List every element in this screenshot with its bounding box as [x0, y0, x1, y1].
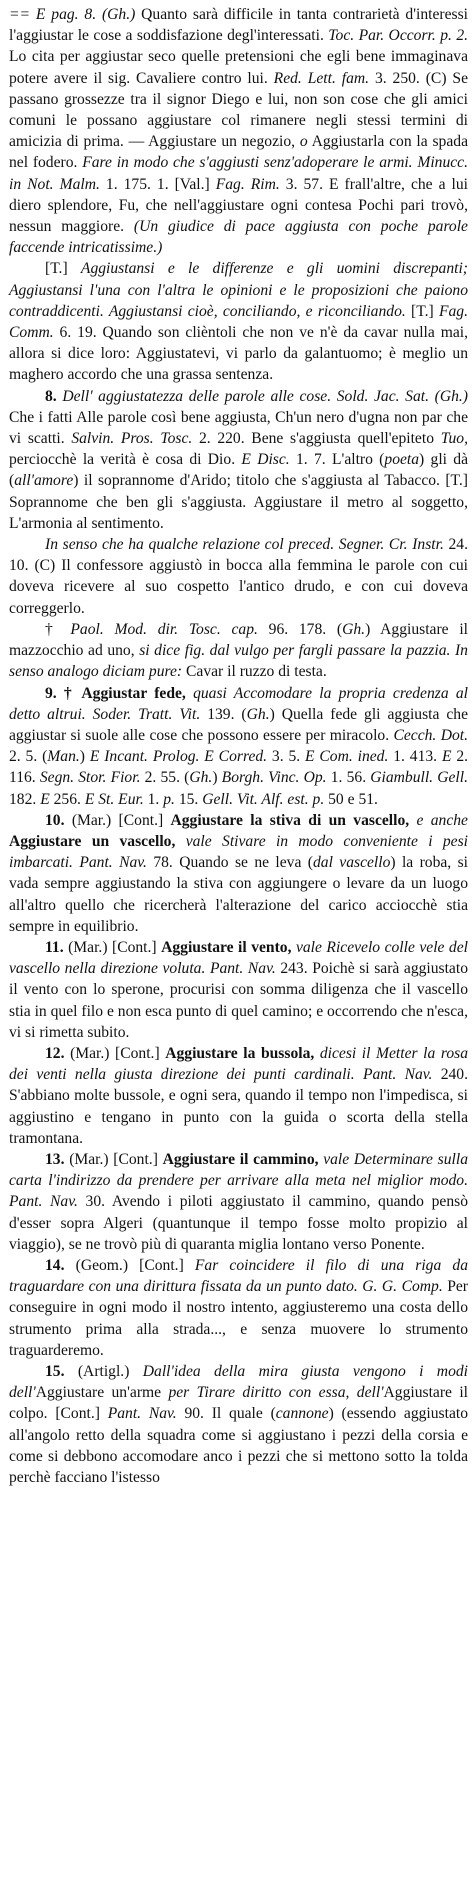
- italic-text: Cecch. Dot.: [393, 726, 468, 744]
- body-text: (Geom.) [Cont.]: [64, 1256, 195, 1274]
- dictionary-entry: [9, 619, 468, 683]
- body-text: 1.: [143, 790, 164, 808]
- dictionary-entry: [9, 534, 468, 619]
- body-text: 1. 175. 1. [Val.]: [99, 175, 216, 193]
- body-text: †: [45, 620, 71, 638]
- italic-text: dicesi il Metter la rosa dei venti nella giusta direzione dei punti cardinali. Pant. Nav.: [9, 1044, 468, 1084]
- dictionary-entry: [9, 386, 468, 534]
- body-text: 3. 57. E frall'altre, che a lui diero splendore, Fu, che nell'aggiustare ogni contesa Pochi pari trovò, nessun maggiore.: [9, 175, 469, 236]
- bold-heading: Aggiustare il vento,: [161, 938, 292, 956]
- body-text: 2. 116.: [9, 748, 469, 787]
- italic-text: per Tirare diritto con essa, dell': [168, 1384, 384, 1402]
- body-text: 2. 55. (: [140, 769, 190, 787]
- italic-text: Dall'idea della mira giusta vengono i modi dell': [9, 1363, 468, 1402]
- body-text: Aggiustarla con la spada nel fodero.: [9, 133, 468, 172]
- body-text: [175, 833, 185, 850]
- italic-text: Borgh. Vinc. Op.: [221, 769, 327, 787]
- bold-heading: 12.: [45, 1044, 65, 1062]
- italic-text: Gh.: [189, 769, 213, 787]
- italic-text: Gh.: [246, 705, 270, 723]
- body-text: [T.]: [45, 260, 81, 278]
- italic-text: vale Ricevelo colle vele del vascello nella direzione voluta. Pant. Nav.: [9, 938, 468, 978]
- body-text: ) gli dà (: [9, 451, 469, 490]
- italic-text: all'amore: [14, 472, 74, 490]
- dictionary-entry: [9, 4, 468, 258]
- body-text: (Mar.) [Cont.]: [64, 1044, 166, 1062]
- body-text: 24. 10. (C) Il confessore aggiustò in bocca alla femmina le parole con cui doveva ricevere al suo cospetto l'antico drudo, e con cui doveva correggerlo.: [9, 536, 468, 617]
- body-text: 2. 5. (: [9, 748, 48, 766]
- body-text: Quanto sarà difficile in tanta contrarietà d'interessi l'aggiustar le cose a soddisfazione degl'interessati.: [9, 6, 468, 45]
- bold-heading: Aggiustare la stiva di un vascello,: [170, 811, 410, 829]
- body-text: 50 e 51.: [324, 790, 378, 808]
- dictionary-entry: [9, 258, 468, 385]
- dictionary-entry: [9, 1255, 468, 1361]
- bold-heading: 8.: [45, 387, 57, 405]
- body-text: 15.: [174, 790, 203, 808]
- dictionary-entry: [9, 1149, 468, 1255]
- body-text: 243. Poichè si sarà aggiustato il vento con lo sperone, procurisi con somma diligenza che il vascello stia in quel filo e non esca punto di quel camino; e occorrendo che n'esca, vi si rimetta subito.: [9, 960, 468, 1041]
- body-text: ): [79, 748, 90, 766]
- body-text: perciocchè la verità è cosa di Dio.: [9, 451, 242, 469]
- italic-text: Paol. Mod. dir. Tosc. cap.: [70, 620, 258, 638]
- body-text: Che i fatti Alle parole così bene aggiusta, Ch'un nero d'ugna non par che vi scatti.: [9, 408, 468, 448]
- italic-text: Salvin. Pros. Tosc.: [71, 430, 193, 448]
- body-text: 256.: [49, 790, 85, 808]
- italic-text: poeta: [384, 451, 420, 469]
- body-text: ): [212, 769, 222, 787]
- bold-heading: 10.: [45, 811, 65, 829]
- body-text: [T.]: [405, 302, 439, 320]
- italic-text: si dice fig. dal vulgo per fargli passare la pazzia. In senso analogo diciam pure:: [9, 642, 468, 681]
- italic-text: Far coincidere il filo di una riga da traguardare con una dirittura fissata da un punto dato. G. G. Comp.: [9, 1256, 469, 1296]
- body-text: 182.: [9, 790, 41, 808]
- bold-heading: 14.: [45, 1256, 65, 1274]
- italic-text: Gh.: [342, 620, 366, 638]
- italic-text: Dell' aggiustatezza delle parole alle cose. Sold. Jac. Sat. (Gh.): [62, 387, 468, 405]
- italic-text: quasi Accomodare la propria credenza al detto altrui. Soder. Tratt. Vit.: [9, 684, 468, 723]
- body-text: Per conseguire in ogni modo il nostro intento, aggiusteremo una costa dello strumento prima alla strada..., e senza muovere lo strumento traguarderemo.: [9, 1278, 468, 1359]
- italic-text: E St. Eur.: [84, 790, 144, 808]
- body-text: 1. 7. L'altro (: [289, 451, 385, 469]
- italic-text: Aggiustansi e le differenze e gli uomini discrepanti; Aggiustansi l'una con l'altra le opinioni e le proposizioni che paiono contraddicenti. Aggiustansi cioè, conciliando, e riconciliando.: [9, 260, 468, 320]
- italic-text: vale Determinare sulla carta l'indirizzo da prendere per arrivare alla meta nel miglior modo. Pant. Nav.: [9, 1150, 468, 1211]
- body-text: Cavar il ruzzo di testa.: [182, 663, 327, 681]
- body-text: 3. 250. (C) Se passano grossezze tra il signor Diego e lui, non son cose che gli amici comuni le possano aggiustare col rimanere negli stessi termini di amicizia di prima. — Aggiustare un negozio,: [9, 69, 469, 151]
- italic-text: o: [299, 133, 308, 151]
- body-text: (Artigl.): [64, 1363, 143, 1380]
- italic-text: vale Stivare in modo conveniente i pesi imbarcati. Pant. Nav.: [9, 832, 468, 872]
- body-text: 3. 5.: [267, 748, 306, 766]
- body-text: (Mar.) [Cont.]: [64, 1150, 163, 1168]
- dictionary-entry: [9, 810, 468, 937]
- body-text: 96. 178. (: [257, 620, 343, 638]
- dictionary-entry: [9, 1361, 468, 1488]
- body-text: ) Quella fede gli aggiusta che aggiustar si suole alle cose che possono essere per miracolo.: [9, 705, 469, 744]
- italic-text: E: [441, 748, 452, 766]
- dictionary-entry: [9, 937, 468, 1043]
- body-text: 78. Quando se ne leva (: [146, 854, 313, 872]
- bold-heading: Aggiustare il cammino,: [162, 1150, 319, 1168]
- bold-heading: Aggiustare la bussola,: [165, 1044, 315, 1062]
- italic-text: p.: [163, 790, 175, 808]
- italic-text: (Un giudice di pace aggiusta con poche parole faccende intricatissime.): [9, 218, 468, 257]
- italic-text: Gell. Vit. Alf. est. p.: [202, 790, 325, 808]
- italic-text: e anche: [416, 811, 468, 829]
- italic-text: dal vascello: [312, 854, 391, 872]
- body-text: 2. 220. Bene s'aggiusta quell'epiteto: [192, 430, 441, 448]
- italic-text: Man.: [47, 748, 80, 766]
- body-text: ) la roba, si vada sempre aggiustando la stiva con aggiungere o levare da un luogo all'altro quello che ricercherà l'alterazione del carico acciocchè stia sempre in equilibrio.: [9, 854, 468, 935]
- body-text: 240. S'abbiano molte bussole, e ogni sera, quando il tempo non l'impedisca, si aggiustino e tengano in punto con la guida o scorta della stella tramontana.: [9, 1066, 469, 1147]
- bold-heading: 13.: [45, 1150, 65, 1168]
- italic-text: Pant. Nav.: [107, 1405, 177, 1423]
- body-text: Aggiustare il colpo. [Cont.]: [9, 1384, 468, 1423]
- body-text: 1. 413.: [388, 748, 442, 766]
- body-text: ) Aggiustare il mazzocchio ad uno,: [9, 620, 468, 660]
- italic-text: Segn. Stor. Fior.: [39, 769, 141, 787]
- italic-text: Toc. Par. Occorr. p. 2.: [328, 27, 469, 45]
- dictionary-entry: [9, 1043, 468, 1149]
- italic-text: == E pag. 8. (Gh.): [9, 6, 136, 23]
- italic-text: cannone: [275, 1405, 329, 1423]
- italic-text: E Disc.: [241, 451, 290, 469]
- italic-text: Fag. Comm.: [9, 302, 468, 342]
- dictionary-entry: [9, 683, 468, 810]
- bold-heading: 15.: [45, 1363, 65, 1380]
- bold-heading: Aggiustare un vascello,: [9, 832, 176, 850]
- italic-text: Fare in modo che s'aggiusti senz'adoperare le armi. Minucc. in Not. Malm.: [9, 154, 468, 193]
- body-text: Aggiustare un'arme: [35, 1384, 169, 1402]
- body-text: [186, 685, 193, 702]
- body-text: ) (essendo aggiustato all'angolo retto della squadra come si aggiustano i pezzi della corsia e come si debbono accomodare anco i pezzi che si mettono sotto la tolda perchè facciano l'istesso: [9, 1405, 468, 1487]
- italic-text: In senso che ha qualche relazione col preced. Segner. Cr. Instr.: [45, 536, 444, 554]
- italic-text: E Com. ined.: [305, 748, 389, 766]
- italic-text: Giambull. Gell.: [370, 769, 468, 787]
- body-text: 30. Avendo i piloti aggiustato il cammino, quando pensò d'esser sopra Algeri (quantunque il tempo fosse molto propizio al viaggio), se ne trovò più di quaranta miglia lontano verso Ponente.: [9, 1193, 468, 1253]
- body-text: 6. 19. Quando son clièntoli che non ve n'è da cavar nulla mai, allora si dice loro: Aggiustatevi, vi parlo da galantuomo; è meglio un maghero accordo che una grassa sentenza.: [9, 324, 468, 384]
- bold-heading: 11.: [45, 938, 64, 956]
- body-text: (Mar.) [Cont.]: [63, 938, 162, 956]
- body-text: 90. Il quale (: [176, 1405, 276, 1423]
- body-text: 139. (: [200, 705, 247, 723]
- bold-heading: 9. † Aggiustar fede,: [45, 684, 186, 702]
- body-text: 1. 56.: [326, 769, 371, 787]
- body-text: ) il soprannome d'Arido; titolo che s'aggiusta al Tabacco. [T.] Soprannome che ben gli s'aggiusta. Aggiustare il metro al soggetto, L'armonia al sentimento.: [9, 472, 468, 532]
- body-text: Lo cita per aggiustar seco quelle pretensioni che egli bene immaginava potere avere il sig. Cavaliere contro lui.: [9, 48, 468, 87]
- body-text: (Mar.) [Cont.]: [64, 811, 171, 829]
- italic-text: E: [40, 790, 50, 808]
- italic-text: Tuo,: [440, 430, 468, 448]
- italic-text: E Incant. Prolog. E Corred.: [89, 748, 268, 766]
- italic-text: Red. Lett. fam.: [273, 69, 370, 87]
- italic-text: Fag. Rim.: [215, 175, 280, 193]
